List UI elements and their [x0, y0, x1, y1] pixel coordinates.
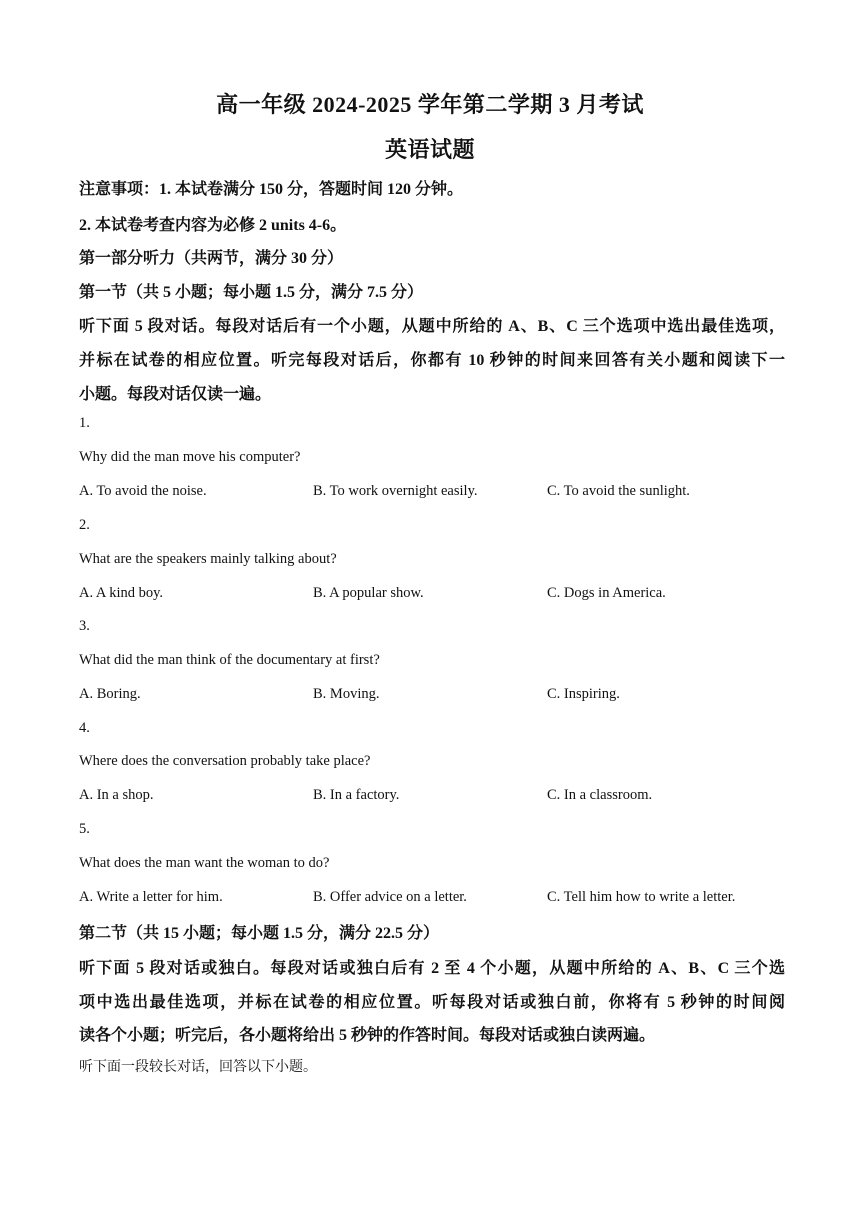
option-c: C. To avoid the sunlight.: [547, 483, 690, 499]
option-a: A. To avoid the noise.: [79, 483, 207, 499]
option-b: B. To work overnight easily.: [313, 483, 478, 499]
question-number: 3.: [79, 618, 90, 634]
exam-subject: 英语试题: [384, 137, 475, 162]
question-number: 5.: [79, 821, 90, 837]
option-c: C. Tell him how to write a letter.: [547, 889, 736, 905]
option-b: B. Offer advice on a letter.: [313, 889, 467, 905]
section2-heading: 第二节（共 15 小题；每小题 1.5 分，满分 22.5 分）: [79, 925, 440, 942]
option-c: C. In a classroom.: [547, 787, 653, 803]
option-a: A. A kind boy.: [79, 585, 164, 601]
option-a: A. In a shop.: [79, 787, 154, 803]
option-b: B. In a factory.: [313, 787, 400, 803]
option-b: B. A popular show.: [313, 585, 424, 601]
exam-title: 高一年级 2024-2025 学年第二学期 3 月考试: [216, 92, 644, 117]
notice-line-2: 2. 本试卷考查内容为必修 2 units 4-6。: [79, 217, 347, 234]
question-text: Why did the man move his computer?: [79, 449, 301, 465]
question-text: What are the speakers mainly talking about?: [79, 551, 337, 567]
option-b: B. Moving.: [313, 686, 380, 702]
section1-instruction-2: 并标在试卷的相应位置。听完每段对话后，你都有 10 秒钟的时间来回答有关小题和阅读下一: [79, 352, 785, 369]
question-text: Where does the conversation probably take place?: [79, 753, 371, 769]
option-c: C. Inspiring.: [547, 686, 620, 702]
notice-line-1: 注意事项：1. 本试卷满分 150 分，答题时间 120 分钟。: [79, 181, 464, 198]
question-text: What did the man think of the documentary at first?: [79, 652, 380, 668]
question-number: 2.: [79, 517, 90, 533]
section1-instruction-3: 小题。每段对话仅读一遍。: [79, 386, 272, 403]
section2-instruction-1: 听下面 5 段对话或独白。每段对话或独白后有 2 至 4 个小题，从题中所给的 A、B、C 三个选: [79, 960, 785, 977]
question-text: What does the man want the woman to do?: [79, 855, 330, 871]
section2-note: 听下面一段较长对话，回答以下小题。: [79, 1059, 317, 1075]
option-a: A. Write a letter for him.: [79, 889, 223, 905]
part1-heading: 第一部分听力（共两节，满分 30 分）: [79, 250, 344, 267]
option-c: C. Dogs in America.: [547, 585, 666, 601]
section2-instruction-3: 读各个小题；听完后，各小题将给出 5 秒钟的作答时间。每段对话或独白读两遍。: [79, 1027, 656, 1044]
section1-instruction-1: 听下面 5 段对话。每段对话后有一个小题，从题中所给的 A、B、C 三个选项中选出最佳选项，: [79, 318, 785, 335]
option-a: A. Boring.: [79, 686, 141, 702]
section2-instruction-2: 项中选出最佳选项，并标在试卷的相应位置。听每段对话或独白前，你将有 5 秒钟的时间阅: [79, 994, 785, 1011]
question-number: 4.: [79, 720, 90, 736]
section1-heading: 第一节（共 5 小题；每小题 1.5 分，满分 7.5 分）: [79, 284, 424, 301]
question-number: 1.: [79, 415, 90, 431]
